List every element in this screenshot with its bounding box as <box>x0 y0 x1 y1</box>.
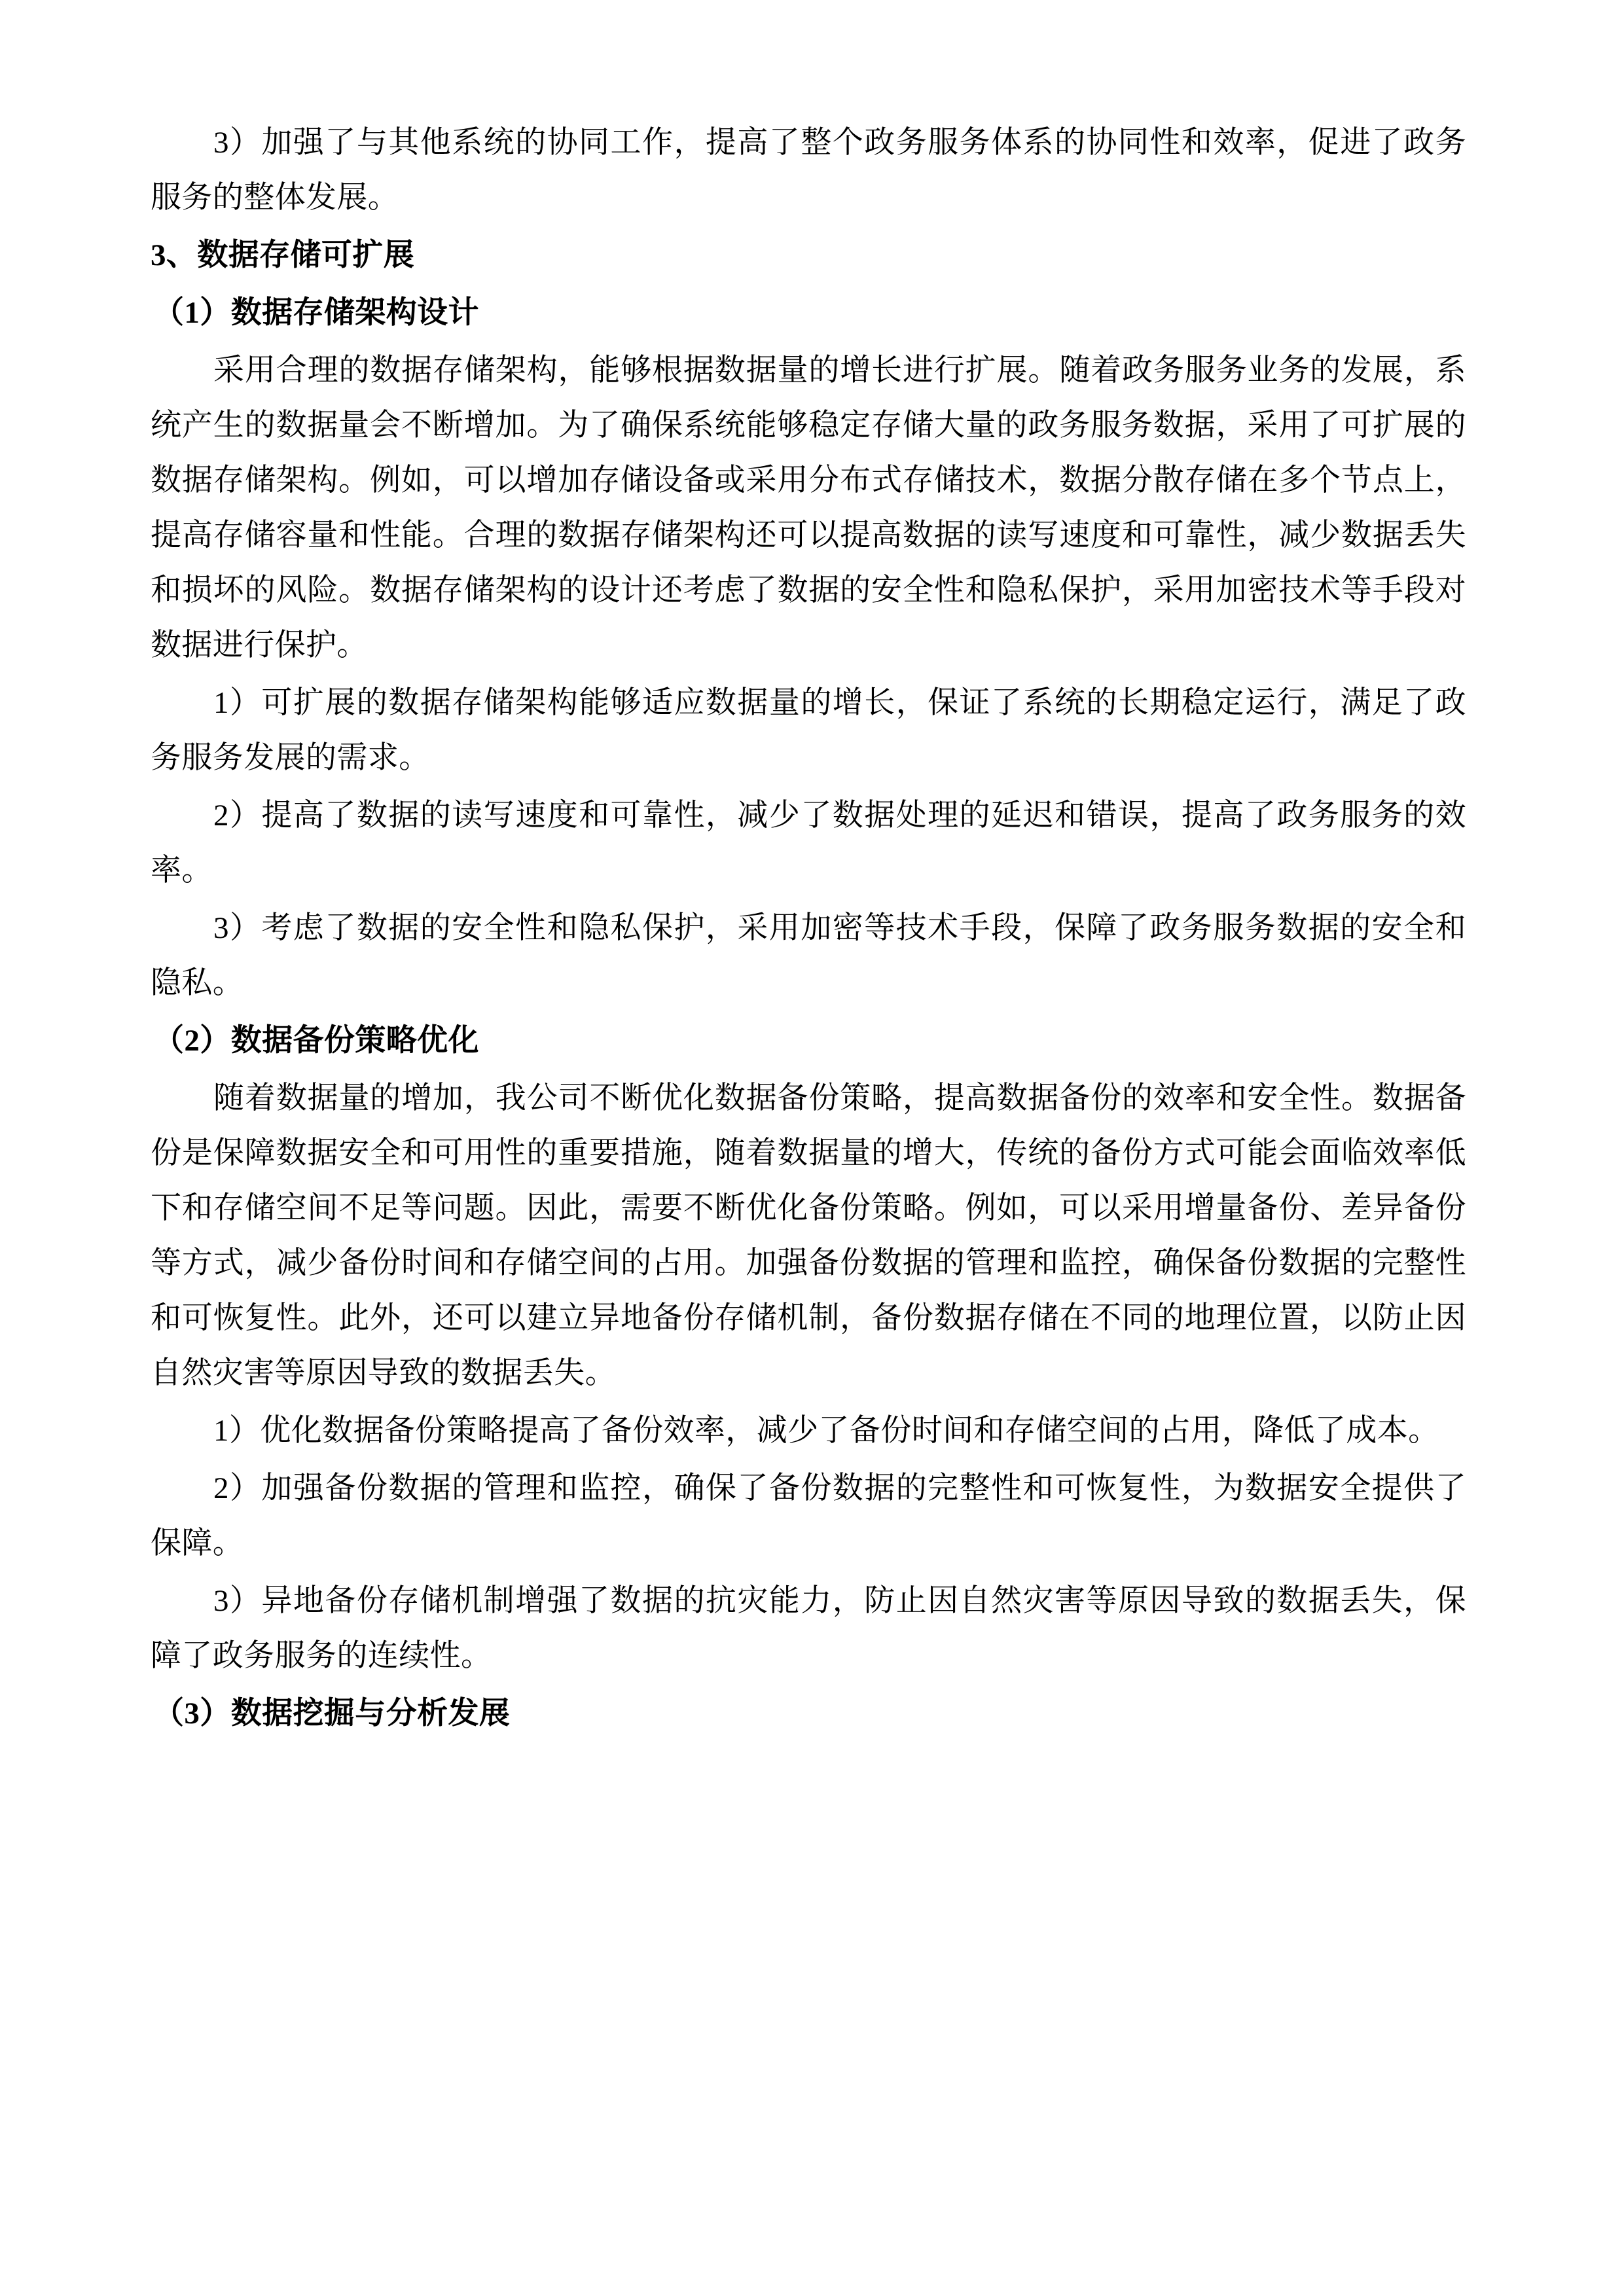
paragraph-storage-architecture: 采用合理的数据存储架构，能够根据数据量的增长进行扩展。随着政务服务业务的发展，系统产生的数据量会不断增加。为了确保系统能够稳定存储大量的政务服务数据，采用了可扩展的数据存储架构。例如，可以增加存储设备或采用分布式存储技术，数据分散存储在多个节点上，提高存储容量和性能。合理的数据存储架构还可以提高数据的读写速度和可靠性，减少数据丢失和损坏的风险。数据存储架构的设计还考虑了数据的安全性和隐私保护，采用加密技术等手段对数据进行保护。 <box>151 353 1466 662</box>
list-item-2-backup-management: 2）加强备份数据的管理和监控，确保了备份数据的完整性和可恢复性，为数据安全提供了保障。 <box>151 1471 1466 1560</box>
list-item-1-scalable-architecture: 1）可扩展的数据存储架构能够适应数据量的增长，保证了系统的长期稳定运行，满足了政务服务发展的需求。 <box>151 686 1466 775</box>
heading-data-mining-analysis: （3）数据挖掘与分析发展 <box>153 1696 511 1731</box>
list-item-3-collaboration: 3）加强了与其他系统的协同工作，提高了整个政务服务体系的协同性和效率，促进了政务服务的整体发展。 <box>151 126 1466 215</box>
list-item-3-security-privacy: 3）考虑了数据的安全性和隐私保护，采用加密等技术手段，保障了政务服务数据的安全和隐私。 <box>151 911 1466 1000</box>
heading-backup-strategy-optimization: （2）数据备份策略优化 <box>153 1024 479 1058</box>
heading-storage-architecture-design: （1）数据存储架构设计 <box>153 296 479 330</box>
list-item-3-offsite-backup: 3）异地备份存储机制增强了数据的抗灾能力，防止因自然灾害等原因导致的数据丢失，保障了政务服务的连续性。 <box>151 1584 1466 1673</box>
list-item-1-backup-efficiency: 1）优化数据备份策略提高了备份效率，减少了备份时间和存储空间的占用，降低了成本。 <box>213 1414 1439 1448</box>
list-item-2-read-write-speed: 2）提高了数据的读写速度和可靠性，减少了数据处理的延迟和错误，提高了政务服务的效率。 <box>151 798 1466 888</box>
document-body <box>151 115 1466 1741</box>
heading-data-storage-scalability: 3、数据存储可扩展 <box>151 238 415 272</box>
paragraph-backup-strategy: 随着数据量的增加，我公司不断优化数据备份策略，提高数据备份的效率和安全性。数据备份是保障数据安全和可用性的重要措施，随着数据量的增大，传统的备份方式可能会面临效率低下和存储空间不足等问题。因此，需要不断优化备份策略。例如，可以采用增量备份、差异备份等方式，减少备份时间和存储空间的占用。加强备份数据的管理和监控，确保备份数据的完整性和可恢复性。此外，还可以建立异地备份存储机制，备份数据存储在不同的地理位置，以防止因自然灾害等原因导致的数据丢失。 <box>151 1081 1466 1390</box>
